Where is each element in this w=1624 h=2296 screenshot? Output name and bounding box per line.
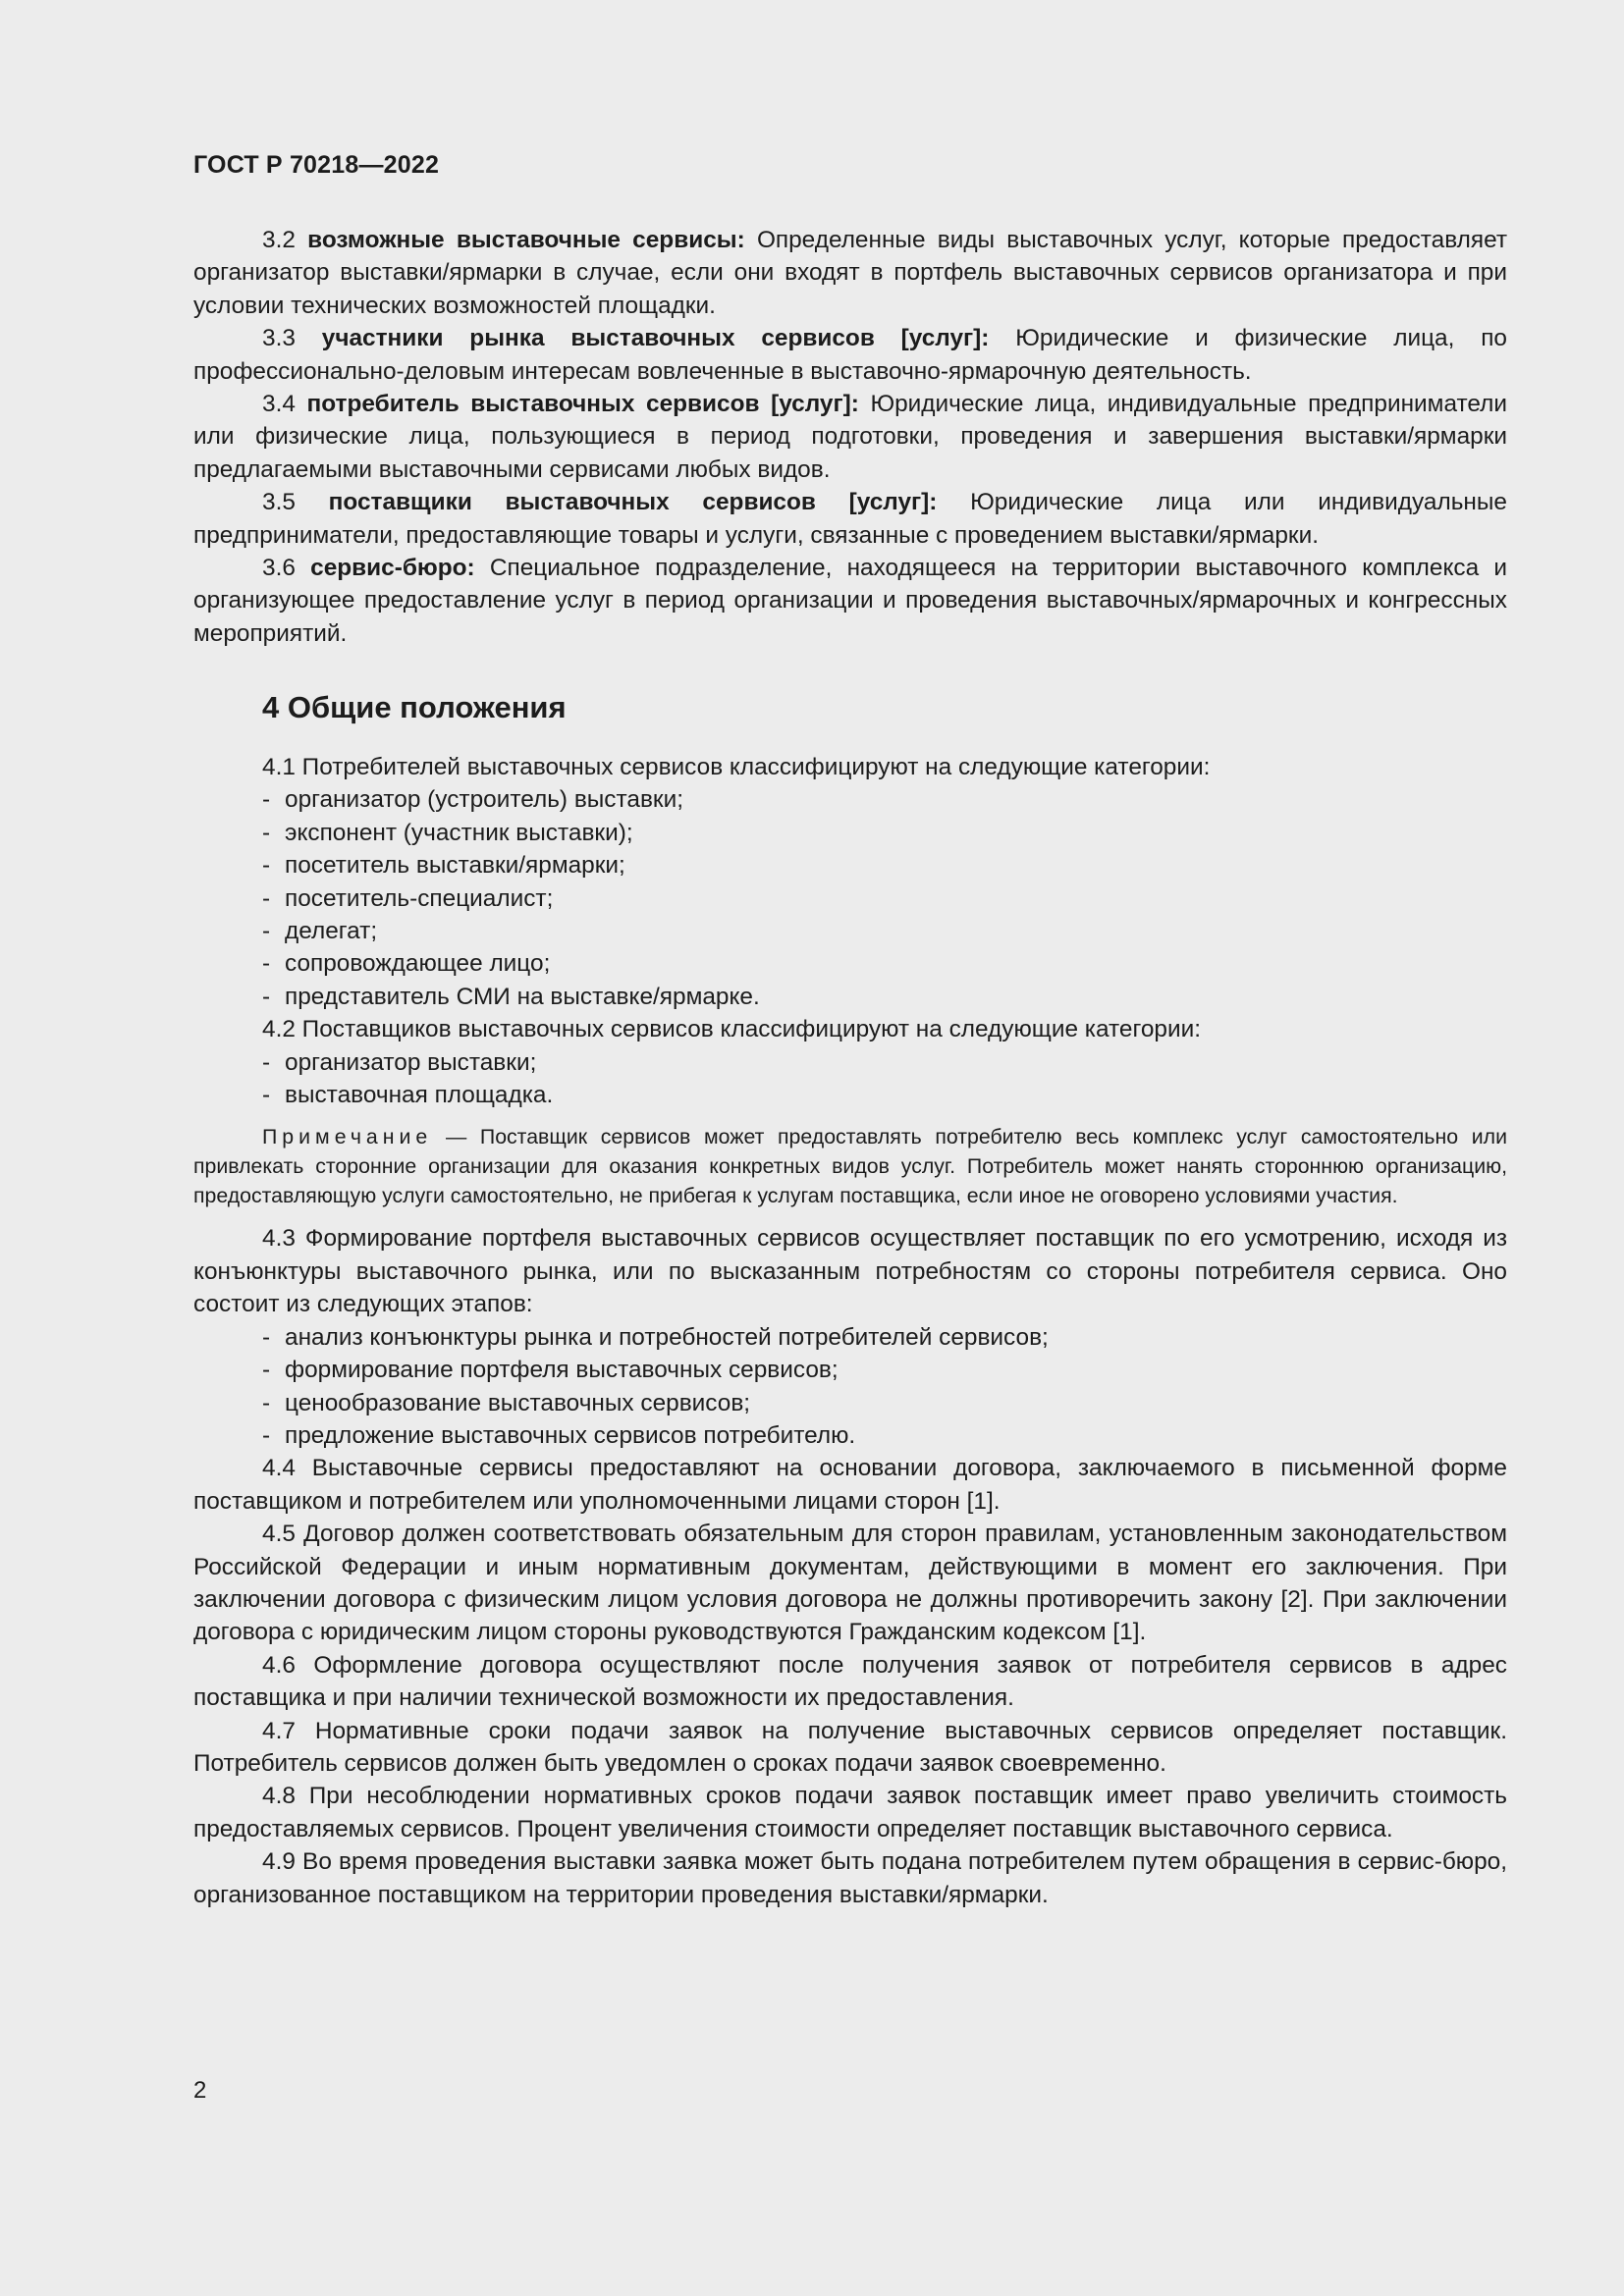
paragraph-4-6: 4.6 Оформление договора осуществляют после получения заявок от потребителя сервисов в адрес поставщика и при наличии технической возможности их предоставления. (193, 1651, 1507, 1712)
definition-text: Определенные виды выставочных услуг, которые предоставляет организатор выставки/ярмарки в случае, если они входят в портфель выставочных сервисов организатора и при условии технических возможностей площадки. (193, 227, 1508, 319)
definitions-section (193, 224, 1507, 650)
list-item-text: организатор (устроитель) выставки; (285, 786, 683, 814)
definition-term: возможные выставочные сервисы: (307, 227, 745, 253)
list-item: - выставочная площадка. (262, 1082, 554, 1109)
definition-number: 3.6 (262, 555, 296, 582)
document-header: ГОСТ Р 70218—2022 (193, 151, 440, 179)
list-item-text: сопровождающее лицо; (285, 950, 551, 978)
definition-3-5 (193, 486, 1507, 552)
definition-term: поставщики выставочных сервисов [услуг]: (328, 489, 938, 516)
definition-number: 3.2 (262, 227, 296, 253)
list-item-text: ценообразование выставочных сервисов; (285, 1389, 751, 1416)
paragraph-4-2: 4.2 Поставщиков выставочных сервисов классифицируют на следующие категории: (262, 1016, 1202, 1043)
definition-3-6 (193, 552, 1507, 650)
definition-3-4 (193, 388, 1507, 486)
list-item-text: экспонент (участник выставки); (285, 819, 633, 846)
definition-term: участники рынка выставочных сервисов [услуг]: (321, 325, 990, 352)
general-provisions (193, 751, 1507, 1911)
definition-text: Юридические и физические лица, по профессионально-деловым интересам вовлеченные в выставочно-ярмарочную деятельность. (193, 325, 1507, 385)
list-item: - экспонент (участник выставки); (262, 819, 633, 846)
list-item-text: посетитель выставки/ярмарки; (285, 852, 625, 880)
paragraph-4-9: 4.9 Во время проведения выставки заявка может быть подана потребителем путем обращения в сервис-бюро, организованное поставщиком на территории проведения выставки/ярмарки. (193, 1848, 1507, 1908)
note-text: — Поставщик сервисов может предоставлять потребителю весь комплекс услуг самостоятельно или привлекать сторонние организации для оказания конкретных видов услуг. Потребитель может нанять стороннюю организацию, предоставляющую услуги самостоятельно, не прибегая к услугам поставщика, если иное не оговорено условиями участия. (193, 1125, 1507, 1208)
list-item: - посетитель-специалист; (262, 884, 554, 912)
definition-3-3 (193, 322, 1507, 388)
paragraph-4-5: 4.5 Договор должен соответствовать обязательным для сторон правилам, установленным законодательством Российской Федерации и иным нормативным документам, действующими в момент его заключения. При заключении договора с физическим лицом условия договора не должны противоречить закону [2]. При заключении договора с юридическим лицом стороны руководствуются Гражданским кодексом [1]. (193, 1521, 1507, 1646)
list-item-text: делегат; (285, 918, 378, 945)
definition-text: Юридические лица или индивидуальные предприниматели, предоставляющие товары и услуги, связанные с проведением выставки/ярмарки. (193, 489, 1507, 549)
list-item: - ценообразование выставочных сервисов; (262, 1389, 751, 1416)
definition-number: 3.3 (262, 325, 296, 352)
paragraph-4-1: 4.1 Потребителей выставочных сервисов классифицируют на следующие категории: (262, 754, 1211, 780)
list-item-text: анализ конъюнктуры рынка и потребностей потребителей сервисов; (285, 1323, 1049, 1351)
list-item-text: предложение выставочных сервисов потребителю. (285, 1421, 856, 1449)
definition-text: Юридические лица, индивидуальные предприниматели или физические лица, пользующиеся в период подготовки, проведения и завершения выставки/ярмарки предлагаемыми выставочными сервисами любых видов. (193, 391, 1507, 483)
list-item: - организатор (устроитель) выставки; (262, 786, 683, 814)
list-item-text: формирование портфеля выставочных сервисов; (285, 1357, 839, 1384)
definition-text: Специальное подразделение, находящееся на территории выставочного комплекса и организующее предоставление услуг в период организации и проведения выставочных/ярмарочных и конгрессных мероприятий. (193, 555, 1508, 647)
list-item-text: выставочная площадка. (285, 1082, 554, 1109)
list-item: - предложение выставочных сервисов потребителю. (262, 1421, 856, 1449)
list-item-text: посетитель-специалист; (285, 884, 554, 912)
list-item: - анализ конъюнктуры рынка и потребностей потребителей сервисов; (262, 1323, 1049, 1351)
page-number: 2 (193, 2077, 207, 2104)
list-item: - посетитель выставки/ярмарки; (262, 852, 625, 880)
paragraph-4-7: 4.7 Нормативные сроки подачи заявок на получение выставочных сервисов определяет поставщик. Потребитель сервисов должен быть уведомлен о сроках подачи заявок своевременно. (193, 1717, 1507, 1777)
definition-3-2 (193, 224, 1507, 322)
note-label: Примечание (262, 1125, 433, 1149)
list-item: - делегат; (262, 918, 378, 945)
list-item-text: организатор выставки; (285, 1048, 537, 1076)
list-item-text: представитель СМИ на выставке/ярмарке. (285, 983, 760, 1010)
list-item: - формирование портфеля выставочных сервисов; (262, 1357, 839, 1384)
list-item: - сопровождающее лицо; (262, 950, 551, 978)
section-heading: 4 Общие положения (262, 690, 567, 724)
note (193, 1122, 1507, 1210)
definition-term: сервис-бюро: (310, 555, 475, 582)
definition-term: потребитель выставочных сервисов [услуг]: (306, 391, 859, 418)
paragraph-4-3: 4.3 Формирование портфеля выставочных сервисов осуществляет поставщик по его усмотрению, исходя из конъюнктуры выставочного рынка, или по высказанным потребностям со стороны потребителя сервиса. Оно состоит из следующих этапов: (193, 1225, 1507, 1318)
paragraph-4-4: 4.4 Выставочные сервисы предоставляют на основании договора, заключаемого в письменной форме поставщиком и потребителем или уполномоченными лицами сторон [1]. (193, 1455, 1507, 1515)
paragraph-4-8: 4.8 При несоблюдении нормативных сроков подачи заявок поставщик имеет право увеличить стоимость предоставляемых сервисов. Процент увеличения стоимости определяет поставщик выставочного сервиса. (193, 1783, 1507, 1842)
definition-number: 3.5 (262, 489, 296, 516)
definition-number: 3.4 (262, 391, 296, 418)
list-item: - представитель СМИ на выставке/ярмарке. (262, 983, 760, 1010)
list-item: - организатор выставки; (262, 1048, 537, 1076)
